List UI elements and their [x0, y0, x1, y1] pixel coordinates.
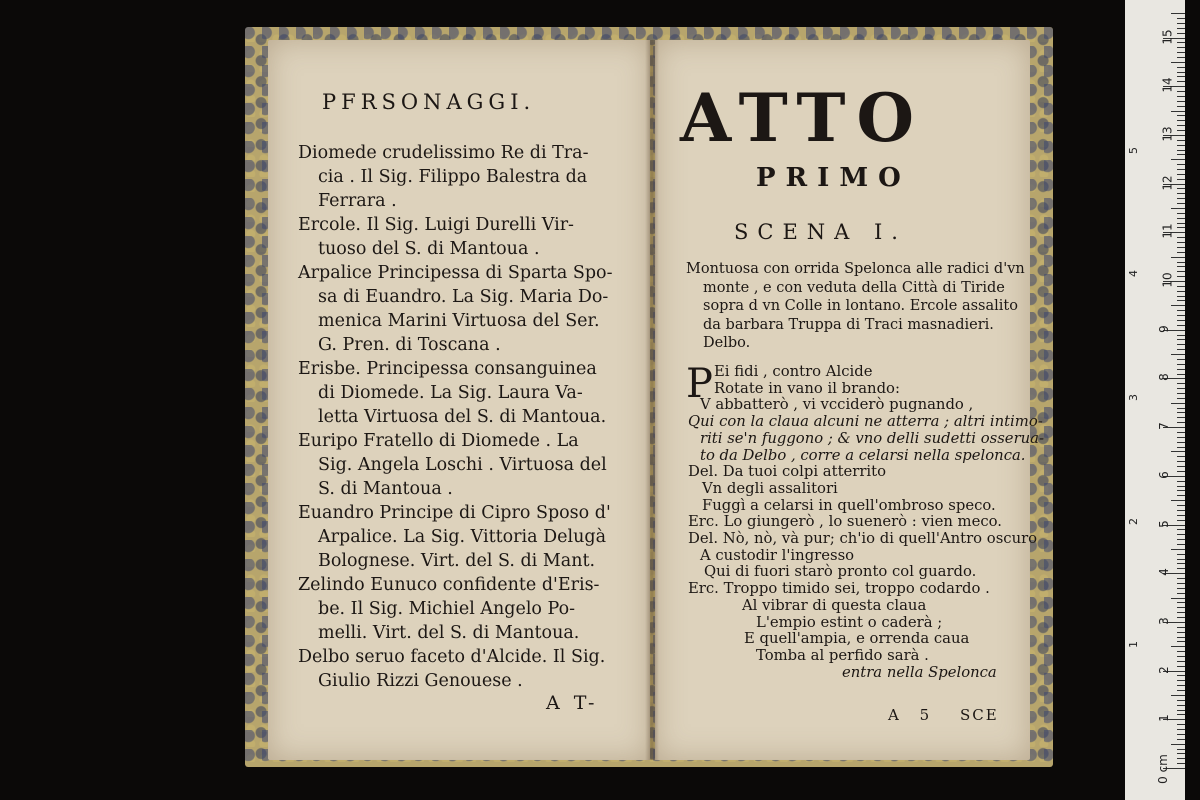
ruler-tick: [1177, 310, 1185, 311]
ruler-tick: [1177, 33, 1185, 34]
ruler-tick: [1177, 96, 1185, 97]
verse-line: Qui con la claua alcuni ne atterra ; altri intimo-: [688, 413, 1043, 431]
ruler-tick: [1177, 364, 1185, 365]
ruler-tick: [1177, 52, 1185, 53]
cast-line: Bolognese. Virt. del S. di Mant.: [318, 551, 596, 571]
ruler-tick: [1177, 510, 1185, 511]
ruler-tick: [1177, 505, 1185, 506]
right-catchword: SCE: [960, 706, 999, 724]
ruler-tick: [1177, 252, 1185, 253]
ruler-tick: [1177, 734, 1185, 735]
ruler-tick: [1177, 656, 1185, 657]
cast-line: S. di Mantoua .: [318, 479, 453, 499]
ruler-tick: [1177, 486, 1185, 487]
ruler-tick: [1171, 257, 1185, 258]
ruler-tick: [1171, 208, 1185, 209]
ruler-tick: [1177, 739, 1185, 740]
ruler-tick: [1177, 130, 1185, 131]
ruler-tick: [1177, 247, 1185, 248]
ruler-tick: [1171, 549, 1185, 550]
ruler-tick: [1177, 339, 1185, 340]
ruler-tick: [1177, 651, 1185, 652]
cast-line: Giulio Rizzi Genouese .: [318, 671, 523, 691]
ruler-tick: [1177, 724, 1185, 725]
verse-line: V abbatterò , vi vcciderò pugnando ,: [700, 396, 974, 414]
ruler-tick: [1177, 544, 1185, 545]
ruler-tick: [1177, 763, 1185, 764]
ruler-tick: [1177, 335, 1185, 336]
ruler-tick: [1177, 700, 1185, 701]
ruler-tick: [1177, 490, 1185, 491]
ruler-tick: [1177, 150, 1185, 151]
ruler-inch-number: 3: [1127, 393, 1140, 401]
book-gutter: [645, 40, 659, 760]
stage-line: Montuosa con orrida Spelonca alle radici d'vn: [686, 261, 1025, 277]
ruler-tick: [1177, 286, 1185, 287]
ruler-cm-unit: 0 cm: [1155, 754, 1170, 784]
ruler-tick: [1171, 451, 1185, 452]
ruler-tick: [1177, 554, 1185, 555]
ruler-tick: [1177, 271, 1185, 272]
drop-cap: P: [686, 361, 713, 407]
cast-line: Arpalice. La Sig. Vittoria Delugà: [318, 527, 607, 547]
ruler-tick: [1177, 583, 1185, 584]
ruler-tick: [1177, 198, 1185, 199]
ruler-tick: [1177, 23, 1185, 24]
ruler-tick: [1177, 456, 1185, 457]
ruler-tick: [1177, 383, 1185, 384]
ruler-tick: [1177, 593, 1185, 594]
ruler-tick: [1177, 315, 1185, 316]
ruler-tick: [1177, 466, 1185, 467]
ruler-cm-number: 1: [1156, 714, 1171, 723]
ruler-tick: [1177, 28, 1185, 29]
ruler-tick: [1177, 164, 1185, 165]
ruler-cm-number: 4: [1156, 568, 1171, 577]
ruler-tick: [1177, 632, 1185, 633]
ruler-tick: [1177, 57, 1185, 58]
ruler-tick: [1177, 106, 1185, 107]
cast-line: Euandro Principe di Cipro Sposo d': [298, 503, 611, 523]
verse-line: entra nella Spelonca: [842, 663, 997, 681]
ruler-tick: [1177, 47, 1185, 48]
ruler-tick: [1177, 432, 1185, 433]
ruler-tick: [1171, 354, 1185, 355]
ruler-tick: [1177, 408, 1185, 409]
personaggi-heading: PFRSONAGGI.: [322, 90, 536, 114]
ruler-tick: [1177, 753, 1185, 754]
cast-line: Arpalice Principessa di Sparta Spo-: [298, 263, 613, 283]
ruler-tick: [1171, 159, 1185, 160]
ruler-tick: [1171, 598, 1185, 599]
ruler-tick: [1177, 237, 1185, 238]
verse-line: Tomba al perfido sarà .: [756, 646, 929, 664]
ruler-tick: [1177, 690, 1185, 691]
cast-line: melli. Virt. del S. di Mantoua.: [318, 623, 580, 643]
cast-line: tuoso del S. di Mantoua .: [318, 239, 540, 259]
ruler-cm-number: 14: [1160, 77, 1175, 93]
ruler-tick: [1177, 422, 1185, 423]
stage-line: da barbara Truppa di Traci masnadieri.: [703, 316, 994, 333]
verse-line: Erc. Lo giungerò , lo suenerò : vien meco.: [688, 513, 1002, 531]
ruler-tick: [1171, 695, 1185, 696]
verse-line: Del. Nò, nò, và pur; ch'io di quell'Antro oscuro: [688, 530, 1038, 547]
cast-line: Ercole. Il Sig. Luigi Durelli Vir-: [298, 215, 574, 235]
ruler-tick: [1177, 578, 1185, 579]
cast-line: Sig. Angela Loschi . Virtuosa del: [318, 455, 607, 475]
cast-line: cia . Il Sig. Filippo Balestra da: [318, 167, 588, 187]
ruler-tick: [1171, 646, 1185, 647]
ruler-cm-number: 11: [1160, 223, 1175, 239]
ruler-tick: [1177, 534, 1185, 535]
ruler-tick: [1177, 398, 1185, 399]
ruler-tick: [1177, 115, 1185, 116]
ruler-tick: [1177, 495, 1185, 496]
scena-heading: SCENA I.: [734, 220, 907, 244]
ruler-tick: [1177, 442, 1185, 443]
cast-line: Diomede crudelissimo Re di Tra-: [298, 143, 589, 163]
ruler-tick: [1177, 661, 1185, 662]
ruler-tick: [1177, 101, 1185, 102]
ruler-tick: [1177, 125, 1185, 126]
ruler-tick: [1177, 685, 1185, 686]
ruler-tick: [1177, 203, 1185, 204]
ruler-tick: [1177, 559, 1185, 560]
cast-line: G. Pren. di Toscana .: [318, 335, 501, 355]
ruler-tick: [1177, 412, 1185, 413]
ruler-inch-number: 5: [1127, 146, 1140, 154]
stage-line: sopra d vn Colle in lontano. Ercole assalito: [703, 298, 1018, 314]
cast-line: Delbo seruo faceto d'Alcide. Il Sig.: [298, 647, 606, 667]
ruler-tick: [1177, 349, 1185, 350]
signature-mark: A 5: [888, 706, 938, 724]
stage-line: monte , e con veduta della Città di Tiride: [703, 279, 1005, 296]
verse-line: Al vibrar di questa claua: [742, 596, 927, 614]
verse-line: Erc. Troppo timido sei, troppo codardo .: [688, 580, 990, 598]
verse-line: Vn degli assalitori: [702, 479, 838, 497]
ruler-inch-number: 4: [1127, 270, 1140, 278]
ruler-tick: [1177, 223, 1185, 224]
ruler-tick: [1177, 291, 1185, 292]
ruler-tick: [1177, 520, 1185, 521]
ruler-tick: [1177, 369, 1185, 370]
ruler-tick: [1177, 588, 1185, 589]
ruler-tick: [1177, 374, 1185, 375]
ruler-tick: [1177, 300, 1185, 301]
ruler-tick: [1177, 749, 1185, 750]
ruler-tick: [1177, 154, 1185, 155]
ruler-cm-number: 6: [1156, 470, 1171, 479]
cast-line: Euripo Fratello di Diomede . La: [298, 431, 579, 451]
ruler-tick: [1177, 627, 1185, 628]
ruler-cm-number: 12: [1160, 174, 1175, 191]
ruler-tick: [1177, 72, 1185, 73]
ruler-tick: [1177, 529, 1185, 530]
verse-line: riti se'n fuggono ; & vno delli sudetti osserua-: [700, 429, 1044, 447]
verse-line: Del. Da tuoi colpi atterrito: [688, 463, 887, 481]
ruler-tick: [1177, 607, 1185, 608]
ruler-tick: [1177, 675, 1185, 676]
verse-line: to da Delbo , corre a celarsi nella spelonca.: [700, 446, 1026, 464]
cast-line: sa di Euandro. La Sig. Maria Do-: [318, 287, 609, 307]
ruler-tick: [1177, 461, 1185, 462]
ruler-tick: [1171, 62, 1185, 63]
ruler-tick: [1177, 602, 1185, 603]
verse-line: E quell'ampia, e orrenda caua: [744, 630, 970, 648]
ruler-tick: [1177, 568, 1185, 569]
verse-line: Ei fidi , contro Alcide: [714, 363, 873, 380]
verse-line: Fuggì a celarsi in quell'ombroso speco.: [702, 496, 996, 514]
ruler-tick: [1177, 296, 1185, 297]
ruler-tick: [1177, 481, 1185, 482]
cast-line: be. Il Sig. Michiel Angelo Po-: [318, 599, 576, 619]
atto-heading: ATTO: [680, 79, 925, 157]
ruler-tick: [1177, 447, 1185, 448]
ruler-tick: [1177, 213, 1185, 214]
ruler-tick: [1177, 417, 1185, 418]
ruler-tick: [1177, 76, 1185, 77]
ruler-cm-number: 8: [1156, 373, 1171, 382]
ruler-tick: [1177, 42, 1185, 43]
ruler-tick: [1177, 617, 1185, 618]
cast-line: menica Marini Virtuosa del Ser.: [318, 311, 600, 331]
ruler-tick: [1177, 193, 1185, 194]
ruler-tick: [1177, 218, 1185, 219]
ruler-tick: [1171, 111, 1185, 112]
ruler-tick: [1177, 563, 1185, 564]
ruler-tick: [1171, 13, 1185, 14]
ruler-tick: [1177, 680, 1185, 681]
ruler-tick: [1177, 67, 1185, 68]
ruler-tick: [1177, 320, 1185, 321]
ruler-cm-number: 9: [1156, 324, 1171, 333]
ruler-cm-number: 7: [1156, 422, 1171, 430]
cast-line: letta Virtuosa del S. di Mantoua.: [318, 407, 607, 427]
ruler-tick: [1177, 81, 1185, 82]
ruler-tick: [1177, 179, 1185, 180]
ruler-tick: [1171, 305, 1185, 306]
ruler-tick: [1177, 729, 1185, 730]
ruler-tick: [1177, 145, 1185, 146]
cast-line: Zelindo Eunuco confidente d'Eris-: [298, 575, 600, 595]
ruler-tick: [1177, 612, 1185, 613]
ruler-tick: [1177, 174, 1185, 175]
ruler-cm-number: 3: [1156, 617, 1171, 625]
cast-line: Ferrara .: [318, 191, 397, 211]
primo-heading: PRIMO: [756, 163, 911, 193]
ruler-tick: [1177, 705, 1185, 706]
ruler-tick: [1177, 242, 1185, 243]
ruler-tick: [1177, 344, 1185, 345]
ruler-tick: [1177, 262, 1185, 263]
ruler-inch-number: 2: [1127, 517, 1140, 525]
ruler-cm-number: 5: [1156, 519, 1171, 528]
ruler-tick: [1177, 388, 1185, 389]
ruler-inch-number: 1: [1127, 641, 1140, 649]
ruler-tick: [1177, 539, 1185, 540]
ruler-tick: [1177, 714, 1185, 715]
cast-line: Erisbe. Principessa consanguinea: [298, 359, 597, 379]
verse-line: Rotate in vano il brando:: [714, 379, 900, 397]
ruler-tick: [1177, 188, 1185, 189]
ruler-tick: [1177, 710, 1185, 711]
ruler-tick: [1177, 140, 1185, 141]
ruler-cm-number: 15: [1160, 28, 1175, 45]
ruler-tick: [1177, 276, 1185, 277]
ruler-tick: [1177, 758, 1185, 759]
verse-line: Qui di fuori starò pronto col guardo.: [704, 563, 977, 581]
verse-line: A custodir l'ingresso: [700, 546, 855, 564]
cast-line: di Diomede. La Sig. Laura Va-: [318, 383, 583, 403]
ruler-tick: [1177, 666, 1185, 667]
ruler-tick: [1171, 744, 1185, 745]
ruler-tick: [1177, 471, 1185, 472]
stage-line: Delbo.: [703, 335, 751, 351]
ruler-tick: [1177, 325, 1185, 326]
ruler-tick: [1177, 641, 1185, 642]
ruler-tick: [1177, 227, 1185, 228]
ruler-tick: [1177, 266, 1185, 267]
ruler-tick: [1177, 393, 1185, 394]
ruler-tick: [1171, 403, 1185, 404]
ruler-tick: [1171, 500, 1185, 501]
ruler-tick: [1177, 515, 1185, 516]
ruler-cm-number: 2: [1156, 665, 1171, 674]
ruler-cm-number: 13: [1160, 126, 1175, 142]
ruler-cm-number: 10: [1160, 272, 1175, 288]
left-catchword: A T-: [546, 692, 599, 714]
ruler-tick: [1177, 637, 1185, 638]
ruler-tick: [1177, 359, 1185, 360]
ruler-tick: [1177, 437, 1185, 438]
verse-line: L'empio estint o caderà ;: [756, 613, 943, 631]
ruler-tick: [1177, 169, 1185, 170]
ruler-tick: [1177, 18, 1185, 19]
ruler-tick: [1177, 120, 1185, 121]
ruler-tick: [1177, 91, 1185, 92]
